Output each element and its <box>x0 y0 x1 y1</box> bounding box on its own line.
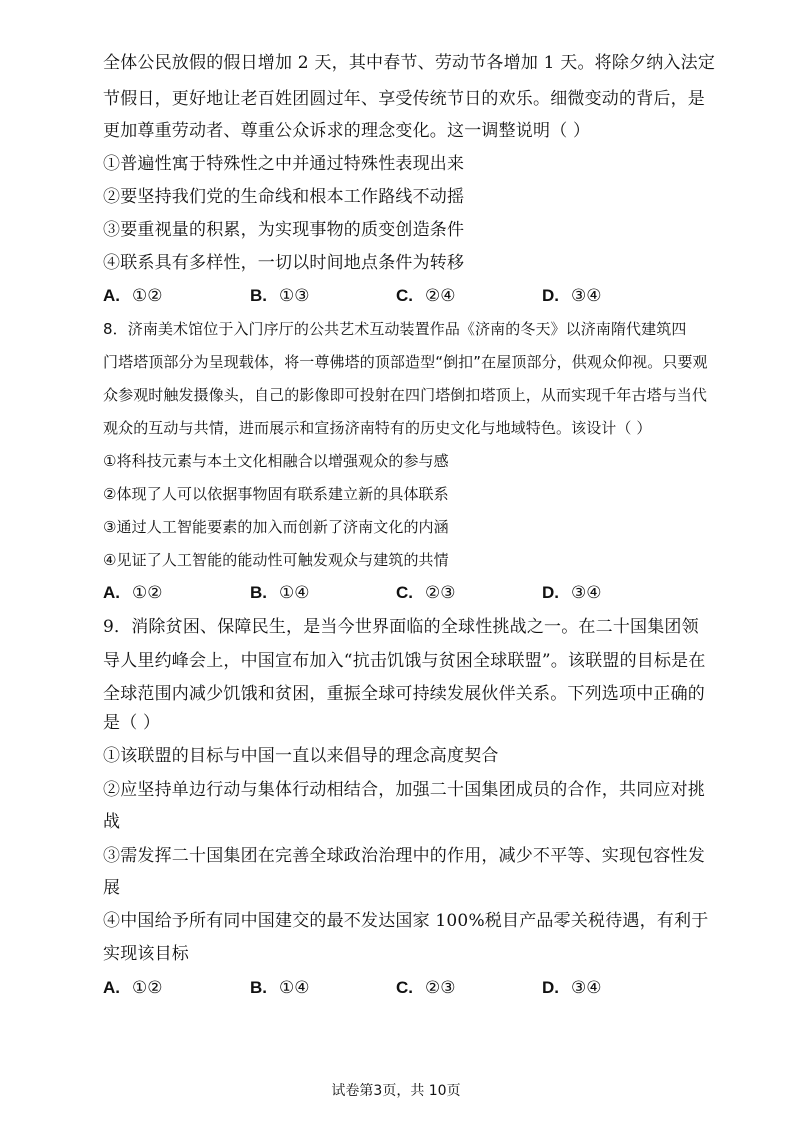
q8-stem-line-1: 8．济南美术馆位于入门序厅的公共艺术互动装置作品《济南的冬天》以济南隋代建筑四 <box>103 320 687 338</box>
q7-option-d[interactable] <box>542 285 601 307</box>
option-text: ②③ <box>425 583 456 603</box>
q9-statement-4-cont: 实现该目标 <box>103 944 189 964</box>
q9-stem-line-4: 是（ ） <box>103 713 161 733</box>
option-text: ②④ <box>425 286 456 306</box>
option-text: ①④ <box>279 583 310 603</box>
option-key: D. <box>542 978 559 997</box>
q8-option-a[interactable] <box>103 582 162 604</box>
q7-statement-4: ④联系具有多样性，一切以时间地点条件为转移 <box>103 253 465 273</box>
q8-stem-line-3: 众参观时触发摄像头，自己的影像即可投射在四门塔倒扣塔顶上，从而实现千年古塔与当代 <box>103 386 708 404</box>
q7-stem-line-3: 更加尊重劳动者、尊重公众诉求的理念变化。这一调整说明（ ） <box>103 121 591 141</box>
option-key: D. <box>542 583 559 602</box>
q9-statement-2: ②应坚持单边行动与集体行动相结合，加强二十国集团成员的合作，共同应对挑 <box>103 780 705 800</box>
q8-statement-1: ①将科技元素与本土文化相融合以增强观众的参与感 <box>103 452 449 470</box>
q8-option-d[interactable] <box>542 582 601 604</box>
q9-option-c[interactable] <box>396 977 455 999</box>
q9-options <box>103 977 663 999</box>
q7-stem-line-1: 全体公民放假的假日增加 2 天，其中春节、劳动节各增加 1 天。将除夕纳入法定 <box>103 53 716 73</box>
option-key: B. <box>250 583 267 602</box>
q8-stem-line-2: 门塔塔顶部分为呈现载体，将一尊佛塔的顶部造型“倒扣”在屋顶部分，供观众仰视。只要观 <box>103 353 708 371</box>
q7-options <box>103 285 663 307</box>
q9-stem-line-2: 导人里约峰会上，中国宣布加入“抗击饥饿与贫困全球联盟”。该联盟的目标是在 <box>103 651 706 671</box>
q8-statement-3: ③通过人工智能要素的加入而创新了济南文化的内涵 <box>103 518 449 536</box>
page-footer: 试卷第3页，共 10页 <box>331 1083 461 1099</box>
option-text: ①③ <box>279 286 310 306</box>
option-text: ②③ <box>425 978 456 998</box>
q8-options <box>103 582 663 604</box>
q7-statement-3: ③要重视量的积累，为实现事物的质变创造条件 <box>103 220 465 240</box>
option-text: ③④ <box>571 978 602 998</box>
q9-option-a[interactable] <box>103 977 162 999</box>
q9-option-d[interactable] <box>542 977 601 999</box>
q7-statement-1: ①普遍性寓于特殊性之中并通过特殊性表现出来 <box>103 154 465 174</box>
option-text: ③④ <box>571 583 602 603</box>
q7-stem-line-2: 节假日，更好地让老百姓团圆过年、享受传统节日的欢乐。细微变动的背后，是 <box>103 89 705 109</box>
q7-option-c[interactable] <box>396 285 455 307</box>
q7-option-a[interactable] <box>103 285 162 307</box>
q9-statement-4: ④中国给予所有同中国建交的最不发达国家 100%税目产品零关税待遇，有利于 <box>103 911 709 931</box>
q8-statement-4: ④见证了人工智能的能动性可触发观众与建筑的共情 <box>103 551 449 569</box>
option-key: A. <box>103 978 120 997</box>
q9-stem-line-3: 全球范围内减少饥饿和贫困，重振全球可持续发展伙伴关系。下列选项中正确的 <box>103 684 705 704</box>
q9-stem-line-1: 9．消除贫困、保障民生，是当今世界面临的全球性挑战之一。在二十国集团领 <box>103 617 699 637</box>
option-key: B. <box>250 286 267 305</box>
option-key: D. <box>542 286 559 305</box>
q8-option-c[interactable] <box>396 582 455 604</box>
q7-option-b[interactable] <box>250 285 309 307</box>
q7-statement-2: ②要坚持我们党的生命线和根本工作路线不动摇 <box>103 187 465 207</box>
option-key: C. <box>396 583 413 602</box>
q9-option-b[interactable] <box>250 977 309 999</box>
option-text: ③④ <box>571 286 602 306</box>
q9-statement-3-cont: 展 <box>103 878 121 898</box>
q8-statement-2: ②体现了人可以依据事物固有联系建立新的具体联系 <box>103 485 449 503</box>
option-text: ①② <box>132 978 163 998</box>
option-key: A. <box>103 286 120 305</box>
option-text: ①② <box>132 286 163 306</box>
q8-option-b[interactable] <box>250 582 309 604</box>
option-key: C. <box>396 286 413 305</box>
q8-stem-line-4: 观众的互动与共情，进而展示和宣扬济南特有的历史文化与地域特色。该设计（ ） <box>103 419 652 437</box>
option-key: B. <box>250 978 267 997</box>
option-key: C. <box>396 978 413 997</box>
q9-statement-3: ③需发挥二十国集团在完善全球政治治理中的作用，减少不平等、实现包容性发 <box>103 846 705 866</box>
q9-statement-2-cont: 战 <box>103 812 121 832</box>
option-text: ①② <box>132 583 163 603</box>
option-key: A. <box>103 583 120 602</box>
option-text: ①④ <box>279 978 310 998</box>
q9-statement-1: ①该联盟的目标与中国一直以来倡导的理念高度契合 <box>103 746 499 766</box>
